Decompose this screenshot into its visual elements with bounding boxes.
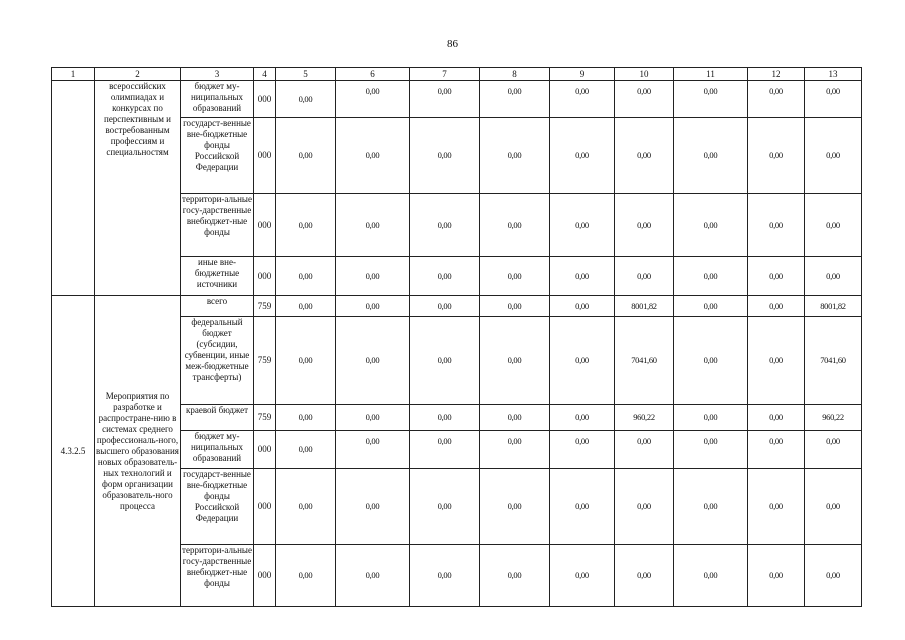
value-cell: 0,00 [674,194,748,257]
value-cell: 0,00 [748,296,805,317]
value-cell: 0,00 [410,194,480,257]
kbk-code: 000 [254,81,276,118]
value-cell: 0,00 [748,194,805,257]
funding-source: бюджет му-ниципальных образований [181,81,254,118]
row-code [52,81,95,296]
value-cell: 7041,60 [805,317,862,405]
value-cell: 0,00 [550,118,615,194]
column-header: 1 [52,68,95,81]
value-cell: 0,00 [410,545,480,607]
value-cell: 0,00 [276,431,336,469]
value-cell: 0,00 [615,194,674,257]
funding-source: государст-венные вне-бюджетные фонды Российской Федерации [181,118,254,194]
value-cell: 0,00 [748,545,805,607]
value-cell: 0,00 [480,405,550,431]
value-cell: 0,00 [674,296,748,317]
value-cell: 0,00 [615,469,674,545]
value-cell: 0,00 [805,81,862,118]
column-header: 11 [674,68,748,81]
value-cell: 0,00 [410,317,480,405]
funding-source: бюджет му-ниципальных образований [181,431,254,469]
value-cell: 0,00 [480,545,550,607]
value-cell: 0,00 [336,317,410,405]
value-cell: 0,00 [674,317,748,405]
value-cell: 0,00 [276,469,336,545]
funding-source: территори-альные госу-дарственные внебюджет-ные фонды [181,545,254,607]
column-header: 7 [410,68,480,81]
value-cell: 0,00 [336,545,410,607]
value-cell: 0,00 [615,431,674,469]
value-cell: 0,00 [480,317,550,405]
row-code: 4.3.2.5 [52,296,95,607]
funding-source: государст-венные вне-бюджетные фонды Российской Федерации [181,469,254,545]
value-cell: 0,00 [674,405,748,431]
value-cell: 0,00 [336,257,410,296]
value-cell: 0,00 [276,317,336,405]
value-cell: 0,00 [550,431,615,469]
value-cell: 0,00 [336,118,410,194]
value-cell: 0,00 [550,81,615,118]
funding-source: территори-альные госу-дарственные внебюджет-ные фонды [181,194,254,257]
value-cell: 0,00 [480,431,550,469]
column-header: 2 [95,68,181,81]
value-cell: 0,00 [336,81,410,118]
table-row [52,81,862,118]
kbk-code: 759 [254,317,276,405]
kbk-code: 759 [254,296,276,317]
value-cell: 8001,82 [615,296,674,317]
value-cell: 0,00 [336,296,410,317]
value-cell: 0,00 [748,257,805,296]
value-cell: 0,00 [410,296,480,317]
value-cell: 0,00 [748,431,805,469]
value-cell: 0,00 [674,431,748,469]
value-cell: 0,00 [550,545,615,607]
value-cell: 0,00 [674,257,748,296]
kbk-code: 000 [254,469,276,545]
value-cell: 0,00 [480,194,550,257]
value-cell: 0,00 [480,118,550,194]
value-cell: 0,00 [336,431,410,469]
column-header: 8 [480,68,550,81]
kbk-code: 759 [254,405,276,431]
value-cell: 0,00 [550,317,615,405]
value-cell: 0,00 [276,118,336,194]
value-cell: 0,00 [748,118,805,194]
value-cell: 0,00 [674,118,748,194]
column-header: 4 [254,68,276,81]
column-header: 6 [336,68,410,81]
value-cell: 0,00 [674,545,748,607]
activity-name: Мероприятия по разработке и распростране-нию в системах среднего профессиональ-ного, высшего образования новых образователь-ных технологий и форм организации образователь-ного процесса [95,296,181,607]
kbk-code: 000 [254,194,276,257]
column-header: 9 [550,68,615,81]
funding-source: краевой бюджет [181,405,254,431]
page-number: 86 [447,38,458,50]
value-cell: 0,00 [276,296,336,317]
value-cell: 0,00 [805,118,862,194]
activity-name: всероссийских олимпиадах и конкурсах по перспективным и востребованным профессиям и специальностям [95,81,181,296]
value-cell: 960,22 [805,405,862,431]
value-cell: 0,00 [615,257,674,296]
value-cell: 0,00 [276,545,336,607]
header-row [52,68,862,81]
value-cell: 0,00 [615,81,674,118]
value-cell: 0,00 [805,545,862,607]
value-cell: 0,00 [276,194,336,257]
value-cell: 0,00 [550,405,615,431]
value-cell: 0,00 [748,317,805,405]
value-cell: 0,00 [276,405,336,431]
funding-source: иные вне-бюджетные источники [181,257,254,296]
value-cell: 0,00 [674,81,748,118]
value-cell: 0,00 [336,469,410,545]
column-header: 5 [276,68,336,81]
value-cell: 0,00 [276,257,336,296]
value-cell: 0,00 [550,257,615,296]
budget-table [51,67,862,607]
value-cell: 0,00 [805,257,862,296]
table-row [52,296,862,317]
value-cell: 0,00 [410,257,480,296]
value-cell: 0,00 [550,194,615,257]
value-cell: 0,00 [615,118,674,194]
value-cell: 0,00 [748,469,805,545]
funding-source: всего [181,296,254,317]
value-cell: 0,00 [805,469,862,545]
value-cell: 7041,60 [615,317,674,405]
value-cell: 0,00 [674,469,748,545]
value-cell: 0,00 [480,296,550,317]
value-cell: 0,00 [748,405,805,431]
value-cell: 0,00 [276,81,336,118]
column-header: 12 [748,68,805,81]
column-header: 13 [805,68,862,81]
value-cell: 0,00 [336,405,410,431]
value-cell: 0,00 [748,81,805,118]
value-cell: 0,00 [410,405,480,431]
kbk-code: 000 [254,118,276,194]
value-cell: 0,00 [805,194,862,257]
kbk-code: 000 [254,545,276,607]
value-cell: 0,00 [410,469,480,545]
value-cell: 960,22 [615,405,674,431]
value-cell: 0,00 [410,431,480,469]
value-cell: 0,00 [410,118,480,194]
value-cell: 0,00 [805,431,862,469]
value-cell: 8001,82 [805,296,862,317]
column-header: 3 [181,68,254,81]
value-cell: 0,00 [480,81,550,118]
kbk-code: 000 [254,257,276,296]
value-cell: 0,00 [550,296,615,317]
value-cell: 0,00 [615,545,674,607]
value-cell: 0,00 [336,194,410,257]
column-header: 10 [615,68,674,81]
value-cell: 0,00 [410,81,480,118]
value-cell: 0,00 [550,469,615,545]
value-cell: 0,00 [480,469,550,545]
kbk-code: 000 [254,431,276,469]
funding-source: федеральный бюджет (субсидии, субвенции, иные меж-бюджетные трансферты) [181,317,254,405]
value-cell: 0,00 [480,257,550,296]
